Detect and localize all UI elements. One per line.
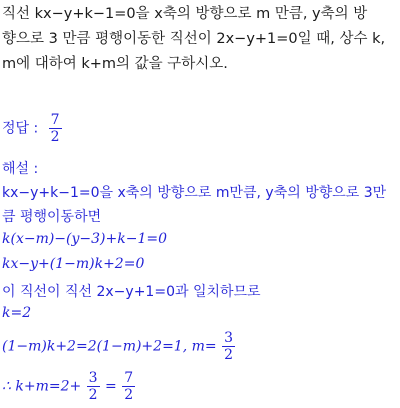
solution-line-3: k(x−m)−(y−3)+k−1=0 xyxy=(2,231,167,247)
answer-denominator: 2 xyxy=(50,129,60,145)
fraction-numerator: 3 xyxy=(88,370,98,386)
solution-line-7-fraction xyxy=(222,330,235,363)
fraction-numerator: 3 xyxy=(224,330,233,346)
solution-line-5: 이 직선이 직선 2x−y+1=0과 일치하므로 xyxy=(2,284,261,300)
answer-fraction xyxy=(49,112,62,145)
solution-line-8-equals: = xyxy=(105,378,117,395)
fraction-denominator: 2 xyxy=(88,387,98,403)
solution-label: 해설 : xyxy=(2,161,39,177)
solution-line-8-fraction-2 xyxy=(122,370,135,403)
answer-numerator: 7 xyxy=(50,112,60,128)
problem-line-1: 직선 kx−y+k−1=0을 x축의 방향으로 m 만큼, y축의 방 xyxy=(2,6,368,22)
solution-line-8-text-a: ∴ k+m=2+ xyxy=(2,378,82,395)
solution-line-8-fraction-1 xyxy=(87,370,100,403)
fraction-numerator: 7 xyxy=(124,370,134,386)
solution-line-6: k=2 xyxy=(2,305,32,321)
problem-line-3: m에 대하여 k+m의 값을 구하시오. xyxy=(2,56,228,72)
answer-row xyxy=(2,112,63,145)
problem-line-2: 향으로 3 만큼 평행이동한 직선이 2x−y+1=0일 때, 상수 k, xyxy=(2,31,386,47)
fraction-denominator: 2 xyxy=(224,347,233,363)
solution-line-7-text: (1−m)k+2=2(1−m)+2=1, m= xyxy=(2,338,217,355)
solution-line-8 xyxy=(2,370,136,403)
solution-line-2: 큼 평행이동하면 xyxy=(2,209,102,225)
answer-label: 정답 : xyxy=(2,120,39,137)
solution-line-1: kx−y+k−1=0을 x축의 방향으로 m만큼, y축의 방향으로 3만 xyxy=(2,185,387,201)
solution-line-4: kx−y+(1−m)k+2=0 xyxy=(2,256,145,272)
solution-line-7 xyxy=(2,330,236,363)
fraction-denominator: 2 xyxy=(124,387,134,403)
